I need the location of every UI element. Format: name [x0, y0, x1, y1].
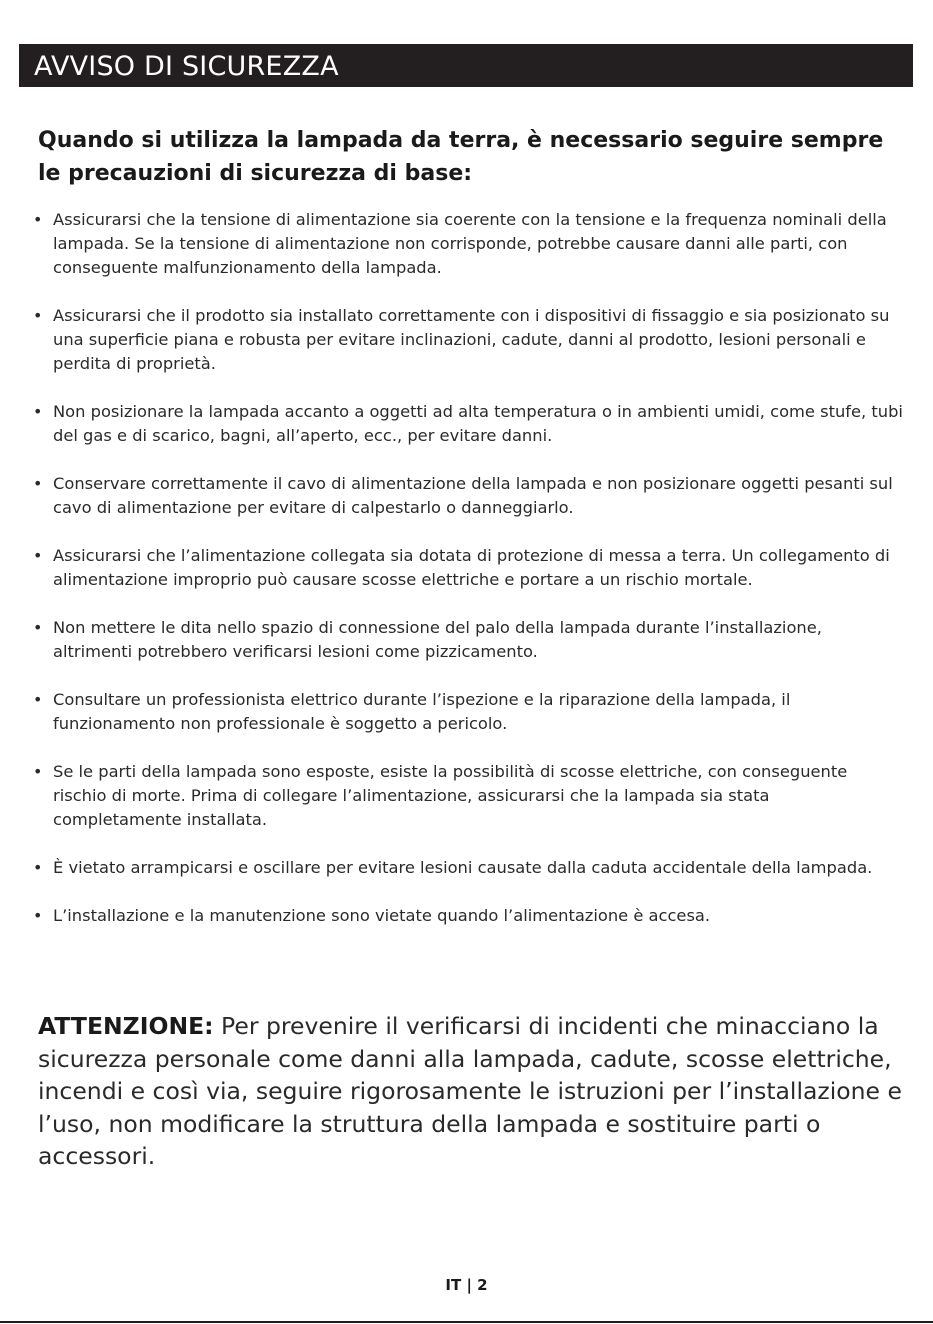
bullet-item — [33, 472, 903, 520]
attention-text: Per prevenire il verificarsi di incidenti che minacciano la sicurezza personale come danni alla lampada, cadute, scosse elettriche, incendi e così via, seguire rigorosamente le istruzioni per l’installazione e l’uso, non modificare la struttura della lampada e sostituire parti o accessori. — [38, 1012, 902, 1170]
attention-notice — [38, 1010, 903, 1173]
bullet-item — [33, 688, 903, 736]
bullet-dot-icon: • — [33, 690, 43, 709]
bullet-item — [33, 760, 903, 832]
bottom-divider — [0, 1321, 933, 1323]
bullet-item — [33, 904, 903, 928]
bullet-text: Assicurarsi che l’alimentazione collegata sia dotata di protezione di messa a terra. Un collegamento di alimentazione improprio può causare scosse elettriche e portare a un rischio mortale. — [53, 546, 890, 589]
bullet-text: L’installazione e la manutenzione sono vietate quando l’alimentazione è accesa. — [53, 906, 711, 925]
bullet-text: Se le parti della lampada sono esposte, esiste la possibilità di scosse elettriche, con conseguente rischio di morte. Prima di collegare l’alimentazione, assicurarsi che la lampada sia stata completamente installata. — [53, 762, 848, 829]
bullet-text: Conservare correttamente il cavo di alimentazione della lampada e non posizionare oggetti pesanti sul cavo di alimentazione per evitare di calpestarlo o danneggiarlo. — [53, 474, 893, 517]
bullet-dot-icon: • — [33, 306, 43, 325]
bullet-dot-icon: • — [33, 618, 43, 637]
bullet-dot-icon: • — [33, 762, 43, 781]
bullet-dot-icon: • — [33, 858, 43, 877]
bullet-item — [33, 616, 903, 664]
bullet-dot-icon: • — [33, 474, 43, 493]
bullet-item — [33, 544, 903, 592]
bullet-dot-icon: • — [33, 210, 43, 229]
bullet-text: Non posizionare la lampada accanto a oggetti ad alta temperatura o in ambienti umidi, come stufe, tubi del gas e di scarico, bagni, all’aperto, ecc., per evitare danni. — [53, 402, 903, 445]
page-number: IT | 2 — [445, 1276, 488, 1294]
bullet-text: È vietato arrampicarsi e oscillare per evitare lesioni causate dalla caduta accidentale della lampada. — [53, 858, 873, 877]
bullet-item — [33, 304, 903, 376]
attention-label: ATTENZIONE: — [38, 1012, 214, 1040]
section-title: AVVISO DI SICUREZZA — [34, 51, 339, 82]
bullet-dot-icon: • — [33, 546, 43, 565]
bullet-text: Consultare un professionista elettrico durante l’ispezione e la riparazione della lampada, il funzionamento non professionale è soggetto a pericolo. — [53, 690, 791, 733]
safety-bullet-list — [33, 208, 903, 928]
bullet-dot-icon: • — [33, 906, 43, 925]
bullet-item — [33, 208, 903, 280]
bullet-text: Assicurarsi che il prodotto sia installato correttamente con i dispositivi di fissaggio e sia posizionato su una superficie piana e robusta per evitare inclinazioni, cadute, danni al prodotto, lesioni personali e perdita di proprietà. — [53, 306, 890, 373]
section-header-bar — [19, 44, 913, 87]
bullet-item — [33, 856, 903, 880]
bullet-text: Assicurarsi che la tensione di alimentazione sia coerente con la tensione e la frequenza nominali della lampada. Se la tensione di alimentazione non corrisponde, potrebbe causare danni alle parti, con conseguente malfunzionamento della lampada. — [53, 210, 887, 277]
bullet-item — [33, 400, 903, 448]
bullet-text: Non mettere le dita nello spazio di connessione del palo della lampada durante l’installazione, altrimenti potrebbero verificarsi lesioni come pizzicamento. — [53, 618, 822, 661]
intro-heading: Quando si utilizza la lampada da terra, è necessario seguire sempre le precauzioni di sicurezza di base: — [38, 128, 884, 186]
bullet-dot-icon: • — [33, 402, 43, 421]
